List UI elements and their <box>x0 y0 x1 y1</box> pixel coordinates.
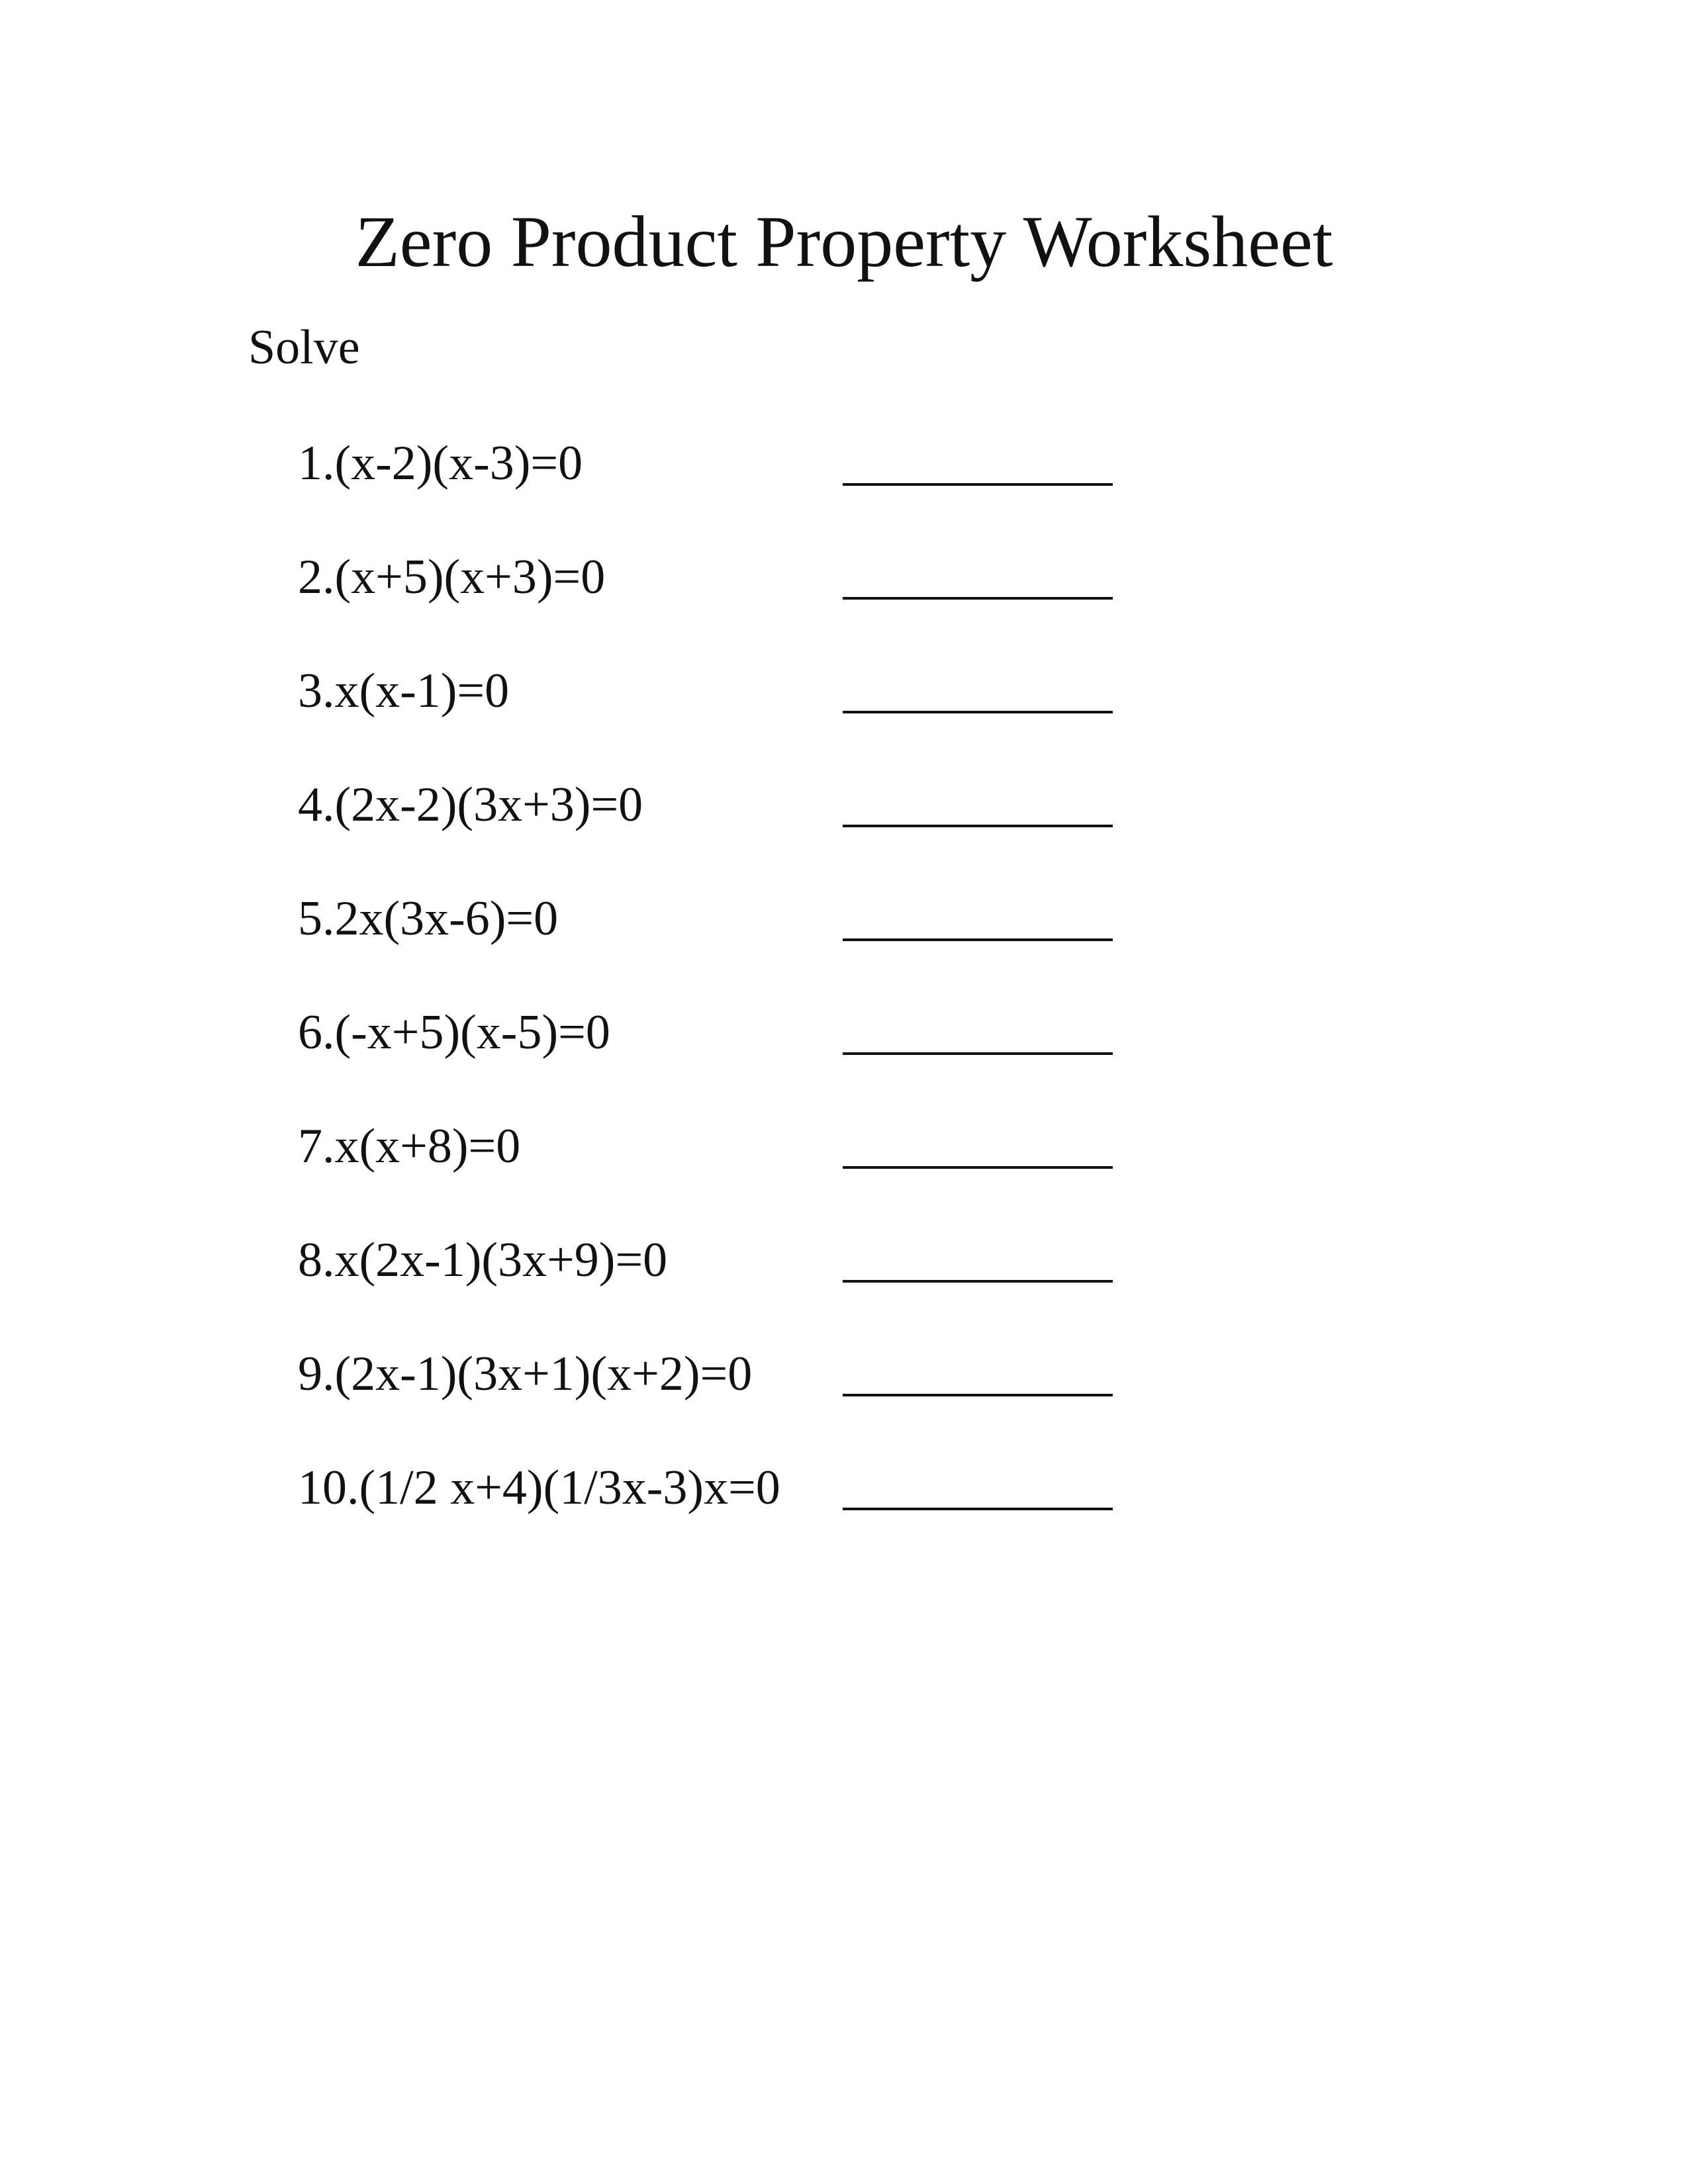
problem-list <box>298 430 1158 1569</box>
problem-item <box>298 544 1158 658</box>
problem-item <box>298 886 1158 999</box>
answer-blank[interactable] <box>843 1280 1113 1283</box>
problem-equation: (-x+5)(x-5)=0 <box>334 1005 610 1060</box>
problem-equation: (x-2)(x-3)=0 <box>334 436 583 490</box>
answer-blank[interactable] <box>843 1166 1113 1169</box>
problem-number: 9. <box>298 1347 335 1401</box>
problem-number: 3. <box>298 664 335 718</box>
problem-equation: x(2x-1)(3x+9)=0 <box>334 1233 668 1287</box>
page-title: Zero Product Property Worksheet <box>355 201 1333 282</box>
problem-equation: (2x-2)(3x+3)=0 <box>334 778 643 832</box>
instruction-text: Solve <box>248 320 360 375</box>
problem-item <box>298 1113 1158 1227</box>
problem-item <box>298 430 1158 544</box>
problem-item <box>298 999 1158 1113</box>
problem-item <box>298 772 1158 886</box>
answer-blank[interactable] <box>843 1394 1113 1396</box>
problem-equation: x(x-1)=0 <box>334 664 510 718</box>
problem-item <box>298 1341 1158 1455</box>
problem-number: 1. <box>298 436 335 490</box>
problem-item <box>298 658 1158 772</box>
problem-equation: (1/2 x+4)(1/3x-3)x=0 <box>359 1461 780 1515</box>
answer-blank[interactable] <box>843 483 1113 486</box>
problem-number: 2. <box>298 550 335 604</box>
problem-number: 4. <box>298 778 335 832</box>
problem-equation: (2x-1)(3x+1)(x+2)=0 <box>334 1347 753 1401</box>
problem-equation: x(x+8)=0 <box>334 1119 521 1173</box>
answer-blank[interactable] <box>843 597 1113 600</box>
problem-item <box>298 1455 1158 1569</box>
answer-blank[interactable] <box>843 938 1113 941</box>
problem-number: 7. <box>298 1119 335 1173</box>
problem-equation: 2x(3x-6)=0 <box>334 891 559 946</box>
answer-blank[interactable] <box>843 711 1113 713</box>
answer-blank[interactable] <box>843 1052 1113 1055</box>
problem-number: 5. <box>298 891 335 946</box>
problem-number: 10. <box>298 1461 359 1515</box>
problem-item <box>298 1227 1158 1341</box>
answer-blank[interactable] <box>843 825 1113 827</box>
problem-number: 6. <box>298 1005 335 1060</box>
problem-equation: (x+5)(x+3)=0 <box>334 550 606 604</box>
problem-number: 8. <box>298 1233 335 1287</box>
answer-blank[interactable] <box>843 1508 1113 1510</box>
